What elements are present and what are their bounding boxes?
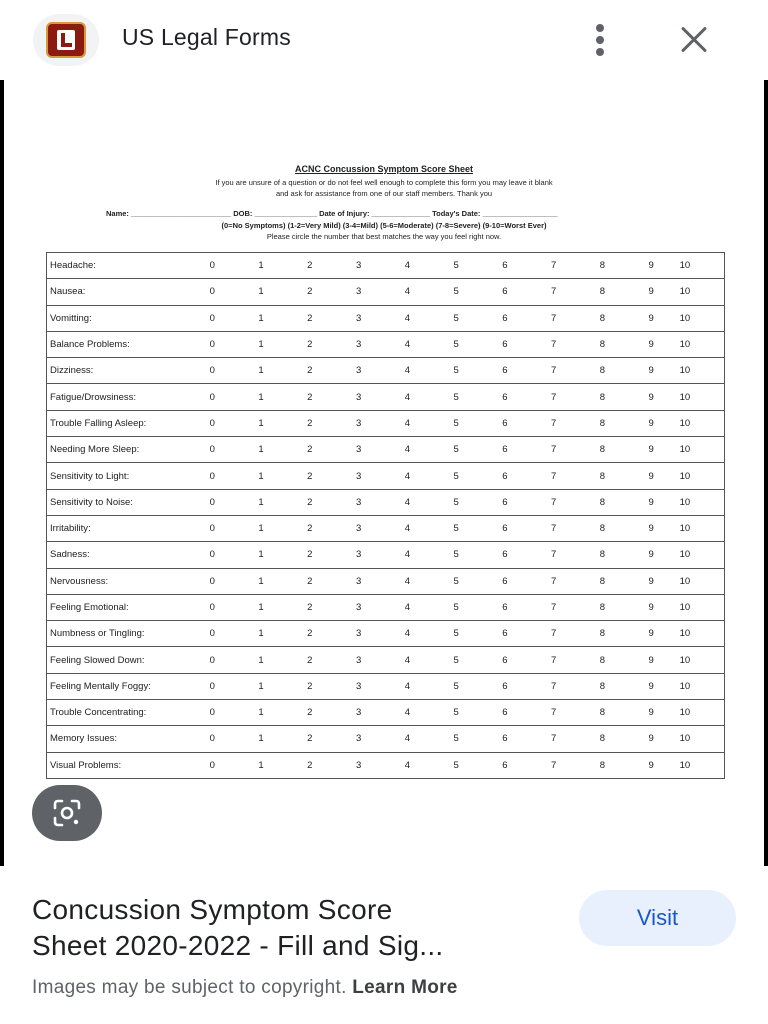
score-option: 9 xyxy=(627,305,676,331)
table-row xyxy=(47,437,725,463)
score-option: 7 xyxy=(529,463,578,489)
score-option: 2 xyxy=(285,279,334,305)
score-option: 2 xyxy=(285,700,334,726)
score-option: 3 xyxy=(334,647,383,673)
score-option: 2 xyxy=(285,331,334,357)
score-option: 7 xyxy=(529,489,578,515)
score-option: 6 xyxy=(481,410,530,436)
score-option: 8 xyxy=(578,437,627,463)
score-option: 5 xyxy=(432,410,481,436)
score-option: 2 xyxy=(285,305,334,331)
symptom-name: Sensitivity to Light: xyxy=(47,463,188,489)
table-row xyxy=(47,647,725,673)
copyright-notice xyxy=(32,977,458,999)
symptom-name: Feeling Slowed Down: xyxy=(47,647,188,673)
score-option: 4 xyxy=(383,647,432,673)
score-option: 9 xyxy=(627,647,676,673)
score-option: 8 xyxy=(578,253,627,279)
score-option: 4 xyxy=(383,594,432,620)
symptom-name: Feeling Emotional: xyxy=(47,594,188,620)
score-option: 2 xyxy=(285,358,334,384)
score-option: 3 xyxy=(334,358,383,384)
score-option: 10 xyxy=(676,253,725,279)
score-option: 7 xyxy=(529,384,578,410)
score-option: 6 xyxy=(481,515,530,541)
document-scale: (0=No Symptoms) (1-2=Very Mild) (3-4=Mild) (5-6=Moderate) (7-8=Severe) (9-10=Worst Ever) xyxy=(221,221,547,230)
score-option: 5 xyxy=(432,489,481,515)
score-option: 8 xyxy=(578,752,627,778)
symptom-score-table xyxy=(46,252,725,779)
symptom-name: Trouble Falling Asleep: xyxy=(47,410,188,436)
score-option: 4 xyxy=(383,700,432,726)
score-option: 7 xyxy=(529,253,578,279)
score-option: 9 xyxy=(627,726,676,752)
copyright-text: Images may be subject to copyright. xyxy=(32,977,347,998)
document-fields: Name: ________________________ DOB: _______________ Date of Injury: ______________ Today's Date: __________________ xyxy=(106,209,558,218)
symptom-name: Nausea: xyxy=(47,279,188,305)
score-option: 8 xyxy=(578,568,627,594)
score-option: 3 xyxy=(334,331,383,357)
score-option: 4 xyxy=(383,331,432,357)
symptom-name: Feeling Mentally Foggy: xyxy=(47,673,188,699)
score-option: 0 xyxy=(188,384,237,410)
score-option: 3 xyxy=(334,594,383,620)
score-option: 4 xyxy=(383,568,432,594)
score-option: 1 xyxy=(237,489,286,515)
score-option: 6 xyxy=(481,489,530,515)
score-option: 7 xyxy=(529,647,578,673)
table-row xyxy=(47,700,725,726)
score-option: 3 xyxy=(334,437,383,463)
score-option: 7 xyxy=(529,515,578,541)
score-option: 5 xyxy=(432,726,481,752)
score-option: 4 xyxy=(383,542,432,568)
score-option: 8 xyxy=(578,621,627,647)
score-option: 0 xyxy=(188,621,237,647)
score-option: 9 xyxy=(627,515,676,541)
image-title-line2: Sheet 2020-2022 - Fill and Sig... xyxy=(32,930,444,961)
score-option: 3 xyxy=(334,673,383,699)
score-option: 1 xyxy=(237,673,286,699)
score-option: 0 xyxy=(188,463,237,489)
table-row xyxy=(47,279,725,305)
score-option: 8 xyxy=(578,726,627,752)
table-row xyxy=(47,568,725,594)
score-option: 8 xyxy=(578,647,627,673)
symptom-name: Nervousness: xyxy=(47,568,188,594)
score-option: 5 xyxy=(432,700,481,726)
score-option: 9 xyxy=(627,463,676,489)
table-row xyxy=(47,253,725,279)
score-option: 4 xyxy=(383,384,432,410)
score-option: 6 xyxy=(481,331,530,357)
table-row xyxy=(47,463,725,489)
table-row xyxy=(47,752,725,778)
score-option: 1 xyxy=(237,621,286,647)
score-option: 8 xyxy=(578,542,627,568)
score-option: 3 xyxy=(334,752,383,778)
score-option: 5 xyxy=(432,331,481,357)
score-option: 8 xyxy=(578,384,627,410)
score-option: 1 xyxy=(237,700,286,726)
score-option: 10 xyxy=(676,647,725,673)
score-option: 4 xyxy=(383,437,432,463)
score-option: 0 xyxy=(188,726,237,752)
score-option: 0 xyxy=(188,437,237,463)
score-option: 1 xyxy=(237,515,286,541)
score-option: 4 xyxy=(383,279,432,305)
score-option: 1 xyxy=(237,568,286,594)
table-row xyxy=(47,542,725,568)
table-row xyxy=(47,410,725,436)
score-option: 9 xyxy=(627,568,676,594)
score-option: 8 xyxy=(578,673,627,699)
score-option: 6 xyxy=(481,621,530,647)
score-option: 6 xyxy=(481,305,530,331)
score-option: 2 xyxy=(285,621,334,647)
symptom-name: Visual Problems: xyxy=(47,752,188,778)
score-option: 3 xyxy=(334,568,383,594)
score-option: 7 xyxy=(529,673,578,699)
score-option: 8 xyxy=(578,410,627,436)
score-option: 9 xyxy=(627,752,676,778)
score-option: 9 xyxy=(627,594,676,620)
score-option: 0 xyxy=(188,358,237,384)
score-option: 3 xyxy=(334,279,383,305)
score-option: 10 xyxy=(676,410,725,436)
score-option: 7 xyxy=(529,700,578,726)
score-option: 10 xyxy=(676,384,725,410)
score-option: 4 xyxy=(383,726,432,752)
score-option: 8 xyxy=(578,305,627,331)
score-option: 0 xyxy=(188,542,237,568)
score-option: 6 xyxy=(481,437,530,463)
score-option: 1 xyxy=(237,331,286,357)
image-title-line1: Concussion Symptom Score xyxy=(32,894,393,925)
score-option: 5 xyxy=(432,621,481,647)
table-row xyxy=(47,489,725,515)
table-row xyxy=(47,621,725,647)
score-option: 9 xyxy=(627,542,676,568)
score-option: 0 xyxy=(188,673,237,699)
score-option: 0 xyxy=(188,279,237,305)
score-option: 0 xyxy=(188,568,237,594)
score-option: 10 xyxy=(676,305,725,331)
score-option: 8 xyxy=(578,279,627,305)
score-option: 4 xyxy=(383,463,432,489)
symptom-name: Fatigue/Drowsiness: xyxy=(47,384,188,410)
score-option: 5 xyxy=(432,568,481,594)
score-option: 8 xyxy=(578,700,627,726)
score-option: 2 xyxy=(285,489,334,515)
score-option: 5 xyxy=(432,437,481,463)
table-row xyxy=(47,515,725,541)
score-option: 1 xyxy=(237,358,286,384)
score-option: 6 xyxy=(481,647,530,673)
score-option: 2 xyxy=(285,515,334,541)
score-option: 10 xyxy=(676,700,725,726)
score-option: 2 xyxy=(285,752,334,778)
score-option: 7 xyxy=(529,437,578,463)
header-bar xyxy=(0,0,768,80)
score-option: 2 xyxy=(285,384,334,410)
score-option: 6 xyxy=(481,384,530,410)
score-option: 10 xyxy=(676,673,725,699)
score-option: 5 xyxy=(432,594,481,620)
score-option: 9 xyxy=(627,331,676,357)
score-option: 4 xyxy=(383,305,432,331)
score-option: 1 xyxy=(237,437,286,463)
score-option: 1 xyxy=(237,752,286,778)
symptom-name: Sensitivity to Noise: xyxy=(47,489,188,515)
site-favicon[interactable] xyxy=(33,14,99,66)
symptom-name: Numbness or Tingling: xyxy=(47,621,188,647)
document-title: ACNC Concussion Symptom Score Sheet xyxy=(294,164,474,174)
score-option: 10 xyxy=(676,621,725,647)
score-option: 8 xyxy=(578,489,627,515)
score-option: 2 xyxy=(285,647,334,673)
score-option: 3 xyxy=(334,384,383,410)
score-option: 1 xyxy=(237,305,286,331)
score-option: 3 xyxy=(334,489,383,515)
score-option: 7 xyxy=(529,726,578,752)
score-option: 8 xyxy=(578,463,627,489)
score-option: 5 xyxy=(432,752,481,778)
table-row xyxy=(47,358,725,384)
score-option: 6 xyxy=(481,700,530,726)
score-option: 8 xyxy=(578,515,627,541)
score-option: 9 xyxy=(627,279,676,305)
score-option: 3 xyxy=(334,463,383,489)
symptom-name: Headache: xyxy=(47,253,188,279)
score-option: 1 xyxy=(237,647,286,673)
score-option: 0 xyxy=(188,253,237,279)
score-option: 3 xyxy=(334,700,383,726)
score-option: 7 xyxy=(529,621,578,647)
score-option: 9 xyxy=(627,489,676,515)
score-option: 4 xyxy=(383,515,432,541)
score-option: 6 xyxy=(481,463,530,489)
score-option: 9 xyxy=(627,410,676,436)
score-option: 6 xyxy=(481,673,530,699)
score-option: 7 xyxy=(529,542,578,568)
score-option: 3 xyxy=(334,621,383,647)
score-option: 5 xyxy=(432,358,481,384)
score-option: 1 xyxy=(237,279,286,305)
score-option: 9 xyxy=(627,358,676,384)
symptom-name: Balance Problems: xyxy=(47,331,188,357)
table-row xyxy=(47,726,725,752)
score-option: 0 xyxy=(188,410,237,436)
learn-more-link[interactable]: Learn More xyxy=(352,977,458,998)
score-option: 1 xyxy=(237,542,286,568)
document-intro-line2: and ask for assistance from one of our staff members. Thank you xyxy=(275,189,493,198)
score-option: 10 xyxy=(676,568,725,594)
score-option: 9 xyxy=(627,384,676,410)
score-option: 6 xyxy=(481,542,530,568)
table-row xyxy=(47,673,725,699)
score-option: 7 xyxy=(529,305,578,331)
score-option: 10 xyxy=(676,437,725,463)
score-option: 6 xyxy=(481,358,530,384)
score-option: 4 xyxy=(383,253,432,279)
score-option: 7 xyxy=(529,279,578,305)
score-option: 4 xyxy=(383,673,432,699)
score-option: 4 xyxy=(383,410,432,436)
score-option: 5 xyxy=(432,253,481,279)
close-icon[interactable] xyxy=(674,20,714,60)
score-option: 9 xyxy=(627,621,676,647)
score-option: 8 xyxy=(578,594,627,620)
score-option: 10 xyxy=(676,542,725,568)
table-row xyxy=(47,305,725,331)
symptom-name: Needing More Sleep: xyxy=(47,437,188,463)
score-option: 0 xyxy=(188,331,237,357)
score-option: 0 xyxy=(188,700,237,726)
score-option: 7 xyxy=(529,594,578,620)
score-option: 0 xyxy=(188,594,237,620)
score-option: 0 xyxy=(188,752,237,778)
score-option: 7 xyxy=(529,331,578,357)
document-intro-line1: If you are unsure of a question or do not feel well enough to complete this form you may leave it blank xyxy=(215,178,553,187)
score-option: 8 xyxy=(578,358,627,384)
score-option: 1 xyxy=(237,384,286,410)
score-option: 3 xyxy=(334,305,383,331)
score-option: 10 xyxy=(676,752,725,778)
score-option: 3 xyxy=(334,542,383,568)
score-option: 4 xyxy=(383,489,432,515)
table-row xyxy=(47,331,725,357)
score-option: 2 xyxy=(285,673,334,699)
document-instruction: Please circle the number that best matches the way you feel right now. xyxy=(266,232,502,241)
score-option: 5 xyxy=(432,305,481,331)
score-option: 10 xyxy=(676,726,725,752)
score-option: 10 xyxy=(676,594,725,620)
score-option: 10 xyxy=(676,515,725,541)
score-option: 5 xyxy=(432,647,481,673)
score-option: 1 xyxy=(237,410,286,436)
symptom-name: Memory Issues: xyxy=(47,726,188,752)
score-option: 4 xyxy=(383,752,432,778)
score-option: 2 xyxy=(285,542,334,568)
score-option: 4 xyxy=(383,358,432,384)
symptom-name: Trouble Concentrating: xyxy=(47,700,188,726)
more-vert-icon[interactable] xyxy=(586,22,616,58)
score-option: 9 xyxy=(627,437,676,463)
score-option: 6 xyxy=(481,253,530,279)
score-option: 2 xyxy=(285,726,334,752)
score-option: 2 xyxy=(285,463,334,489)
score-option: 2 xyxy=(285,410,334,436)
score-option: 10 xyxy=(676,358,725,384)
score-option: 5 xyxy=(432,542,481,568)
score-option: 10 xyxy=(676,279,725,305)
score-option: 7 xyxy=(529,358,578,384)
score-option: 10 xyxy=(676,331,725,357)
score-option: 3 xyxy=(334,726,383,752)
score-option: 5 xyxy=(432,463,481,489)
score-option: 5 xyxy=(432,673,481,699)
google-lens-button[interactable] xyxy=(32,785,102,841)
table-row xyxy=(47,384,725,410)
score-option: 1 xyxy=(237,594,286,620)
score-option: 6 xyxy=(481,726,530,752)
score-option: 6 xyxy=(481,279,530,305)
score-option: 7 xyxy=(529,752,578,778)
score-option: 1 xyxy=(237,726,286,752)
score-option: 7 xyxy=(529,568,578,594)
score-option: 9 xyxy=(627,253,676,279)
score-option: 5 xyxy=(432,384,481,410)
score-option: 4 xyxy=(383,621,432,647)
score-option: 7 xyxy=(529,410,578,436)
image-title-link[interactable] xyxy=(32,892,562,964)
score-option: 1 xyxy=(237,463,286,489)
symptom-name: Vomitting: xyxy=(47,305,188,331)
score-option: 3 xyxy=(334,410,383,436)
table-row xyxy=(47,594,725,620)
site-name[interactable]: US Legal Forms xyxy=(122,24,291,50)
score-option: 5 xyxy=(432,515,481,541)
google-lens-icon xyxy=(52,798,82,828)
score-option: 5 xyxy=(432,279,481,305)
score-option: 6 xyxy=(481,752,530,778)
score-option: 10 xyxy=(676,463,725,489)
score-option: 6 xyxy=(481,568,530,594)
score-option: 2 xyxy=(285,253,334,279)
symptom-name: Irritability: xyxy=(47,515,188,541)
score-option: 10 xyxy=(676,489,725,515)
visit-button[interactable]: Visit xyxy=(579,890,736,946)
score-option: 3 xyxy=(334,515,383,541)
score-option: 3 xyxy=(334,253,383,279)
score-option: 9 xyxy=(627,673,676,699)
us-legal-forms-logo-icon xyxy=(46,22,86,58)
score-option: 0 xyxy=(188,305,237,331)
score-option: 2 xyxy=(285,594,334,620)
score-option: 6 xyxy=(481,594,530,620)
score-option: 9 xyxy=(627,700,676,726)
score-option: 0 xyxy=(188,489,237,515)
score-option: 2 xyxy=(285,568,334,594)
score-option: 0 xyxy=(188,647,237,673)
score-option: 0 xyxy=(188,515,237,541)
symptom-name: Dizziness: xyxy=(47,358,188,384)
score-option: 2 xyxy=(285,437,334,463)
score-option: 8 xyxy=(578,331,627,357)
score-option: 1 xyxy=(237,253,286,279)
symptom-name: Sadness: xyxy=(47,542,188,568)
